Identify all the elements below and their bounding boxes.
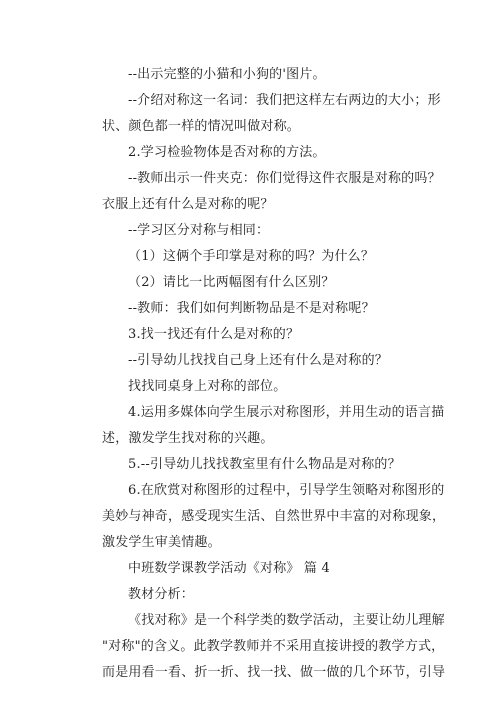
text-line: 找找同桌身上对称的部位。 [128,379,287,394]
paragraph-1 [102,62,432,88]
text-line: 而是用看一看、折一折、找一找、做一做的几个环节，引导 [102,665,446,680]
text-line: 5.--引导幼儿找找教室里有什么物品是对称的？ [128,457,401,472]
text-line: 中班数学课教学活动《对称》 篇 4 [128,561,330,576]
text-line: 2.学习检验物体是否对称的方法。 [128,145,326,160]
paragraph-11 [102,374,432,400]
text-line: --引导幼儿找找自己身上还有什么是对称的？ [128,353,388,368]
text-line: --出示完整的小猫和小狗的'图片。 [128,67,326,82]
text-line: --学习区分对称与相同： [128,223,270,238]
text-line: 4.运用多媒体向学生展示对称图形，并用生动的语言描 [128,405,445,420]
paragraph-6 [102,244,432,270]
text-line: （1）这俩个手印掌是对称的吗？为什么？ [128,249,375,264]
text-line: --教师出示一件夹克：你们觉得这件衣服是对称的吗？ [128,171,441,186]
text-line: 3.找一找还有什么是对称的？ [128,327,300,342]
paragraph-2 [102,88,441,140]
paragraph-8 [102,296,432,322]
paragraph-9 [102,322,432,348]
paragraph-13 [102,452,432,478]
text-line: 述，激发学生找对称的兴趣。 [102,431,274,446]
paragraph-7 [102,270,432,296]
paragraph-12 [102,400,445,452]
text-line: 状、颜色都一样的情况叫做对称。 [102,119,301,134]
paragraph-4 [102,166,440,218]
text-line: 《找对称》是一个科学类的数学活动，主要让幼儿理解 [128,613,445,628]
text-line: （2）请比一比两幅图有什么区别？ [128,275,335,290]
text-line: "对称"的含义。此教学教师并不采用直接讲授的教学方式， [102,639,445,654]
text-line: 6.在欣赏对称图形的过程中，引导学生领略对称图形的 [128,483,445,498]
text-line: 美妙与神奇，感受现实生活、自然世界中丰富的对称现象， [102,509,446,524]
paragraph-3 [102,140,432,166]
paragraph-16 [102,582,432,608]
text-line: 衣服上还有什么是对称的呢？ [102,197,274,212]
text-line: --教师：我们如何判断物品是不是对称呢？ [128,301,375,316]
text-line: --介绍对称这一名词：我们把这样左右两边的大小；形 [128,93,441,108]
section-heading [102,556,432,582]
paragraph-14 [102,478,446,556]
text-line: 教材分析： [128,587,195,602]
paragraph-10 [102,348,432,374]
paragraph-5 [102,218,432,244]
paragraph-17 [102,608,446,686]
text-line: 激发学生审美情趣。 [102,535,221,550]
